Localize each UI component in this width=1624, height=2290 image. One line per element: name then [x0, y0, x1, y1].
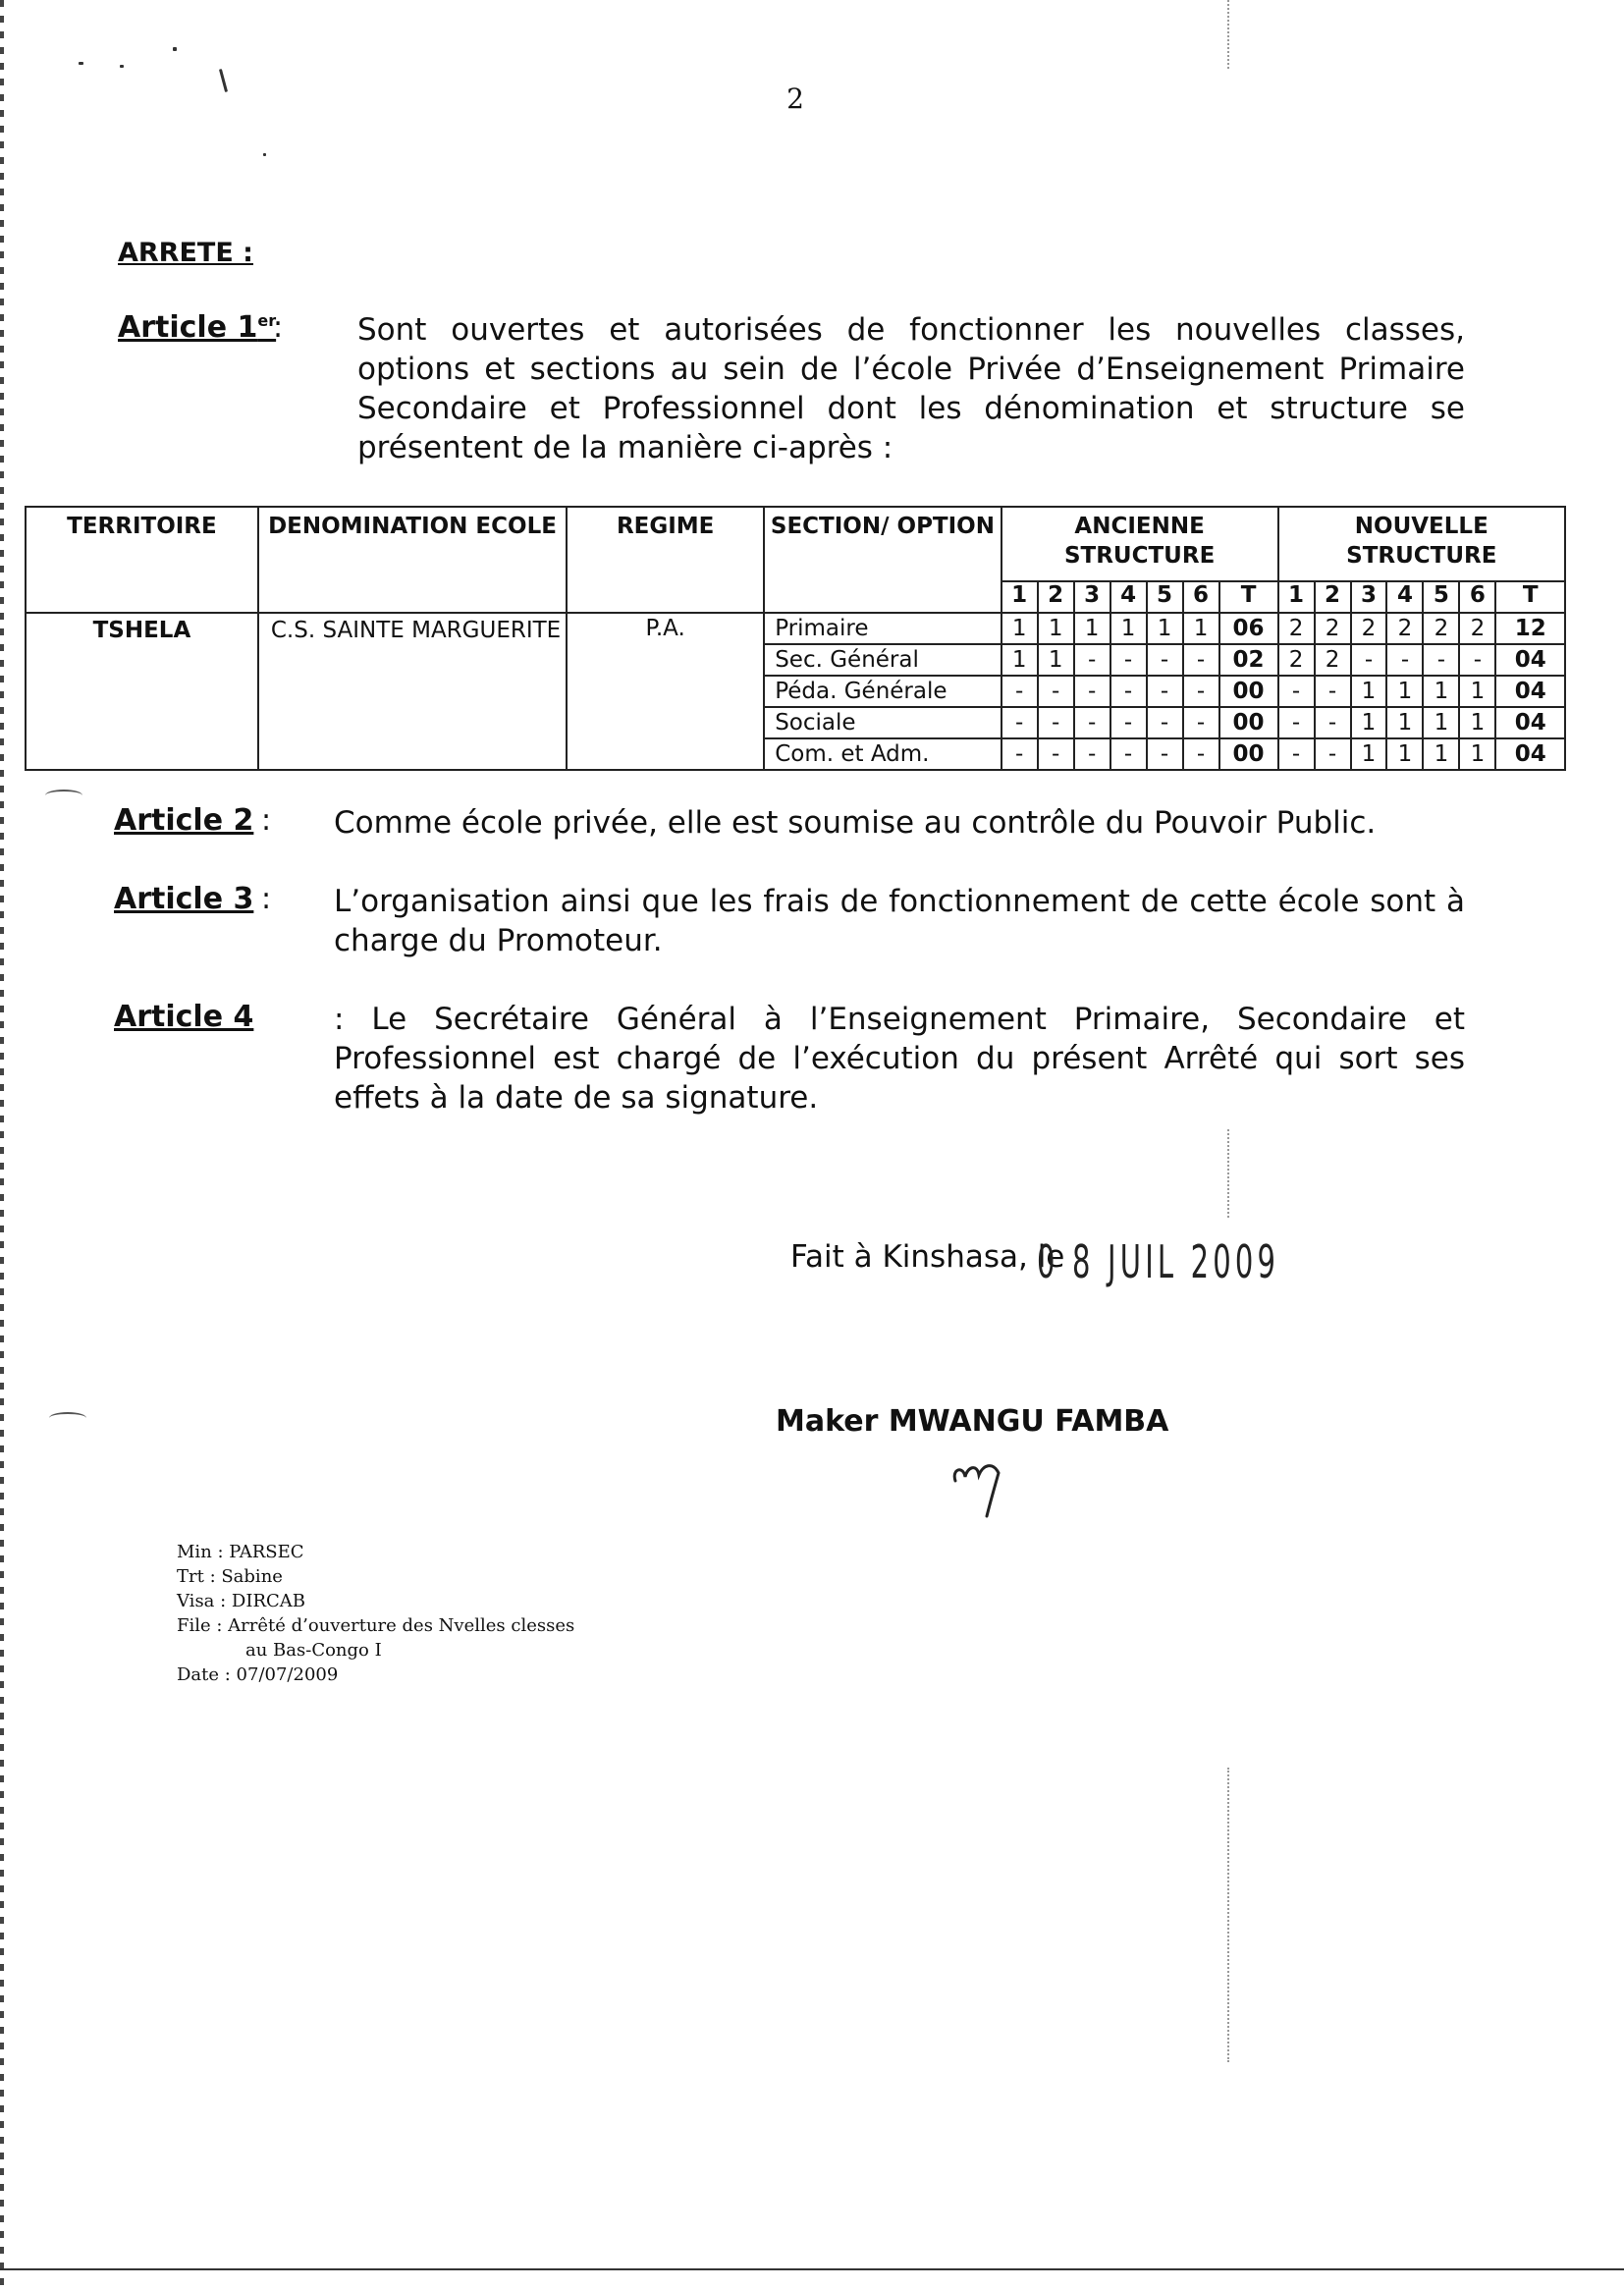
nouvelle-cell: - — [1459, 644, 1495, 676]
ancienne-cell: 1 — [1110, 613, 1147, 644]
ancienne-cell: - — [1074, 676, 1110, 707]
article-4-text: : Le Secrétaire Général à l’Enseignement Primaire, Secondaire et Professionnel est chargé de l’exécution du présent Arrêté qui sort ses effets à la date de sa signature. — [334, 1002, 1465, 1116]
class-number: 4 — [1110, 581, 1147, 613]
ancienne-cell: - — [1001, 738, 1038, 770]
nouvelle-cell: - — [1315, 738, 1351, 770]
scan-speck — [263, 153, 266, 156]
article-3-colon: : — [261, 882, 272, 916]
scan-speck — [219, 69, 228, 92]
file-info-file: File : Arrêté d’ouverture des Nvelles clesses — [177, 1615, 575, 1636]
class-number: 4 — [1386, 581, 1423, 613]
territoire-cell: TSHELA — [26, 613, 258, 770]
ancienne-total-cell: 00 — [1219, 707, 1278, 738]
nouvelle-cell: 1 — [1386, 676, 1423, 707]
nouvelle-cell: - — [1315, 707, 1351, 738]
scan-mark — [45, 790, 82, 801]
section-cell: Com. et Adm. — [764, 738, 1001, 770]
nouvelle-cell: 1 — [1459, 707, 1495, 738]
class-number: 5 — [1147, 581, 1183, 613]
scan-speck — [79, 62, 83, 65]
nouvelle-cell: 2 — [1278, 613, 1315, 644]
ancienne-cell: - — [1147, 738, 1183, 770]
ancienne-cell: - — [1074, 707, 1110, 738]
ancienne-cell: - — [1147, 644, 1183, 676]
class-total-header: T — [1495, 581, 1565, 613]
nouvelle-cell: 1 — [1459, 738, 1495, 770]
nouvelle-cell: 1 — [1423, 676, 1459, 707]
section-cell: Sociale — [764, 707, 1001, 738]
nouvelle-total-cell: 04 — [1495, 676, 1565, 707]
article-2-text: Comme école privée, elle est soumise au contrôle du Pouvoir Public. — [334, 805, 1377, 841]
nouvelle-cell: - — [1278, 676, 1315, 707]
article-2-colon: : — [261, 803, 272, 838]
article-3-text: L’organisation ainsi que les frais de fonctionnement de cette école sont à charge du Promoteur. — [334, 884, 1465, 958]
signature-mark — [947, 1451, 1036, 1520]
ancienne-cell: 1 — [1038, 613, 1074, 644]
nouvelle-cell: 1 — [1351, 738, 1387, 770]
page-number: 2 — [786, 82, 804, 115]
class-number: 2 — [1315, 581, 1351, 613]
header-denomination: DENOMINATION ECOLE — [258, 507, 567, 613]
nouvelle-cell: - — [1315, 676, 1351, 707]
ancienne-cell: - — [1110, 707, 1147, 738]
class-number: 6 — [1183, 581, 1219, 613]
nouvelle-cell: - — [1386, 644, 1423, 676]
nouvelle-total-cell: 04 — [1495, 644, 1565, 676]
ancienne-cell: - — [1001, 676, 1038, 707]
ancienne-total-cell: 06 — [1219, 613, 1278, 644]
header-regime: REGIME — [567, 507, 764, 613]
class-number: 3 — [1351, 581, 1387, 613]
article-1-text: Sont ouvertes et autorisées de fonctionner les nouvelles classes, options et sections au sein de l’école Privée d’Enseignement Primaire Secondaire et Professionnel dont les dénomination et structure se présentent de la manière ci-après : — [357, 312, 1465, 465]
article-4-label: Article 4 — [114, 1000, 254, 1034]
header-territoire: TERRITOIRE — [26, 507, 258, 613]
article-3-label: Article 3 — [114, 882, 254, 916]
regime-cell: P.A. — [567, 613, 764, 770]
table-row — [26, 613, 1565, 644]
nouvelle-cell: - — [1423, 644, 1459, 676]
nouvelle-cell: - — [1351, 644, 1387, 676]
date-stamp: 0 8 JUIL 2009 — [1037, 1235, 1280, 1288]
scan-left-edge — [0, 0, 4, 2290]
article-2-label: Article 2 — [114, 803, 254, 838]
nouvelle-cell: 1 — [1351, 676, 1387, 707]
file-info-date: Date : 07/07/2009 — [177, 1664, 339, 1685]
ancienne-cell: - — [1183, 707, 1219, 738]
ancienne-cell: - — [1183, 644, 1219, 676]
file-info-trt: Trt : Sabine — [177, 1566, 283, 1587]
file-info-file-continued: au Bas-Congo I — [245, 1640, 382, 1661]
ancienne-cell: - — [1038, 738, 1074, 770]
nouvelle-cell: 2 — [1459, 613, 1495, 644]
ancienne-total-cell: 02 — [1219, 644, 1278, 676]
scan-speck — [120, 65, 124, 68]
nouvelle-cell: 1 — [1351, 707, 1387, 738]
ancienne-cell: - — [1147, 676, 1183, 707]
nouvelle-cell: 2 — [1278, 644, 1315, 676]
nouvelle-cell: - — [1278, 738, 1315, 770]
scan-speck — [173, 47, 177, 51]
class-number: 2 — [1038, 581, 1074, 613]
nouvelle-cell: 2 — [1386, 613, 1423, 644]
class-total-header: T — [1219, 581, 1278, 613]
ancienne-cell: 1 — [1183, 613, 1219, 644]
class-number: 1 — [1278, 581, 1315, 613]
nouvelle-total-cell: 04 — [1495, 707, 1565, 738]
class-number: 1 — [1001, 581, 1038, 613]
nouvelle-cell: 1 — [1459, 676, 1495, 707]
class-number: 6 — [1459, 581, 1495, 613]
nouvelle-cell: 1 — [1386, 738, 1423, 770]
ancienne-cell: - — [1001, 707, 1038, 738]
school-structure-table — [25, 506, 1566, 771]
ancienne-cell: 1 — [1147, 613, 1183, 644]
article-1-colon: : — [273, 310, 284, 345]
ancienne-cell: - — [1038, 676, 1074, 707]
nouvelle-cell: 2 — [1315, 613, 1351, 644]
header-section: SECTION/ OPTION — [764, 507, 1001, 613]
scan-mark — [49, 1412, 86, 1424]
nouvelle-cell: 1 — [1386, 707, 1423, 738]
place-of-signature: Fait à Kinshasa, le — [790, 1239, 1065, 1275]
class-number: 5 — [1423, 581, 1459, 613]
nouvelle-cell: 1 — [1423, 707, 1459, 738]
scan-dots — [1227, 1129, 1229, 1218]
ancienne-cell: - — [1074, 738, 1110, 770]
article-1-label: Article 1er — [118, 310, 277, 345]
ancienne-cell: - — [1183, 676, 1219, 707]
section-cell: Primaire — [764, 613, 1001, 644]
file-info-visa: Visa : DIRCAB — [177, 1591, 306, 1611]
section-cell: Sec. Général — [764, 644, 1001, 676]
ancienne-total-cell: 00 — [1219, 738, 1278, 770]
ancienne-total-cell: 00 — [1219, 676, 1278, 707]
ancienne-cell: - — [1110, 676, 1147, 707]
ancienne-cell: 1 — [1001, 644, 1038, 676]
header-ancienne-structure: ANCIENNE STRUCTURE — [1001, 507, 1278, 581]
nouvelle-cell: 1 — [1423, 738, 1459, 770]
nouvelle-cell: 2 — [1351, 613, 1387, 644]
nouvelle-cell: 2 — [1423, 613, 1459, 644]
signatory-name: Maker MWANGU FAMBA — [776, 1404, 1169, 1439]
ancienne-cell: - — [1110, 738, 1147, 770]
ancienne-cell: 1 — [1001, 613, 1038, 644]
scan-bottom-edge — [0, 2268, 1624, 2270]
file-info-block — [177, 1540, 574, 1687]
ancienne-cell: - — [1147, 707, 1183, 738]
ancienne-cell: - — [1074, 644, 1110, 676]
nouvelle-total-cell: 04 — [1495, 738, 1565, 770]
file-info-min: Min : PARSEC — [177, 1542, 304, 1562]
ancienne-cell: - — [1183, 738, 1219, 770]
class-number: 3 — [1074, 581, 1110, 613]
ancienne-cell: - — [1038, 707, 1074, 738]
nouvelle-cell: - — [1278, 707, 1315, 738]
nouvelle-cell: 2 — [1315, 644, 1351, 676]
section-cell: Péda. Générale — [764, 676, 1001, 707]
header-nouvelle-structure: NOUVELLE STRUCTURE — [1278, 507, 1565, 581]
scan-dots — [1227, 1768, 1229, 2062]
scan-dots — [1227, 0, 1229, 69]
ancienne-cell: 1 — [1074, 613, 1110, 644]
ancienne-cell: 1 — [1038, 644, 1074, 676]
nouvelle-total-cell: 12 — [1495, 613, 1565, 644]
ecole-cell: C.S. SAINTE MARGUERITE — [258, 613, 567, 770]
ancienne-cell: - — [1110, 644, 1147, 676]
decree-heading: ARRETE : — [118, 238, 253, 268]
